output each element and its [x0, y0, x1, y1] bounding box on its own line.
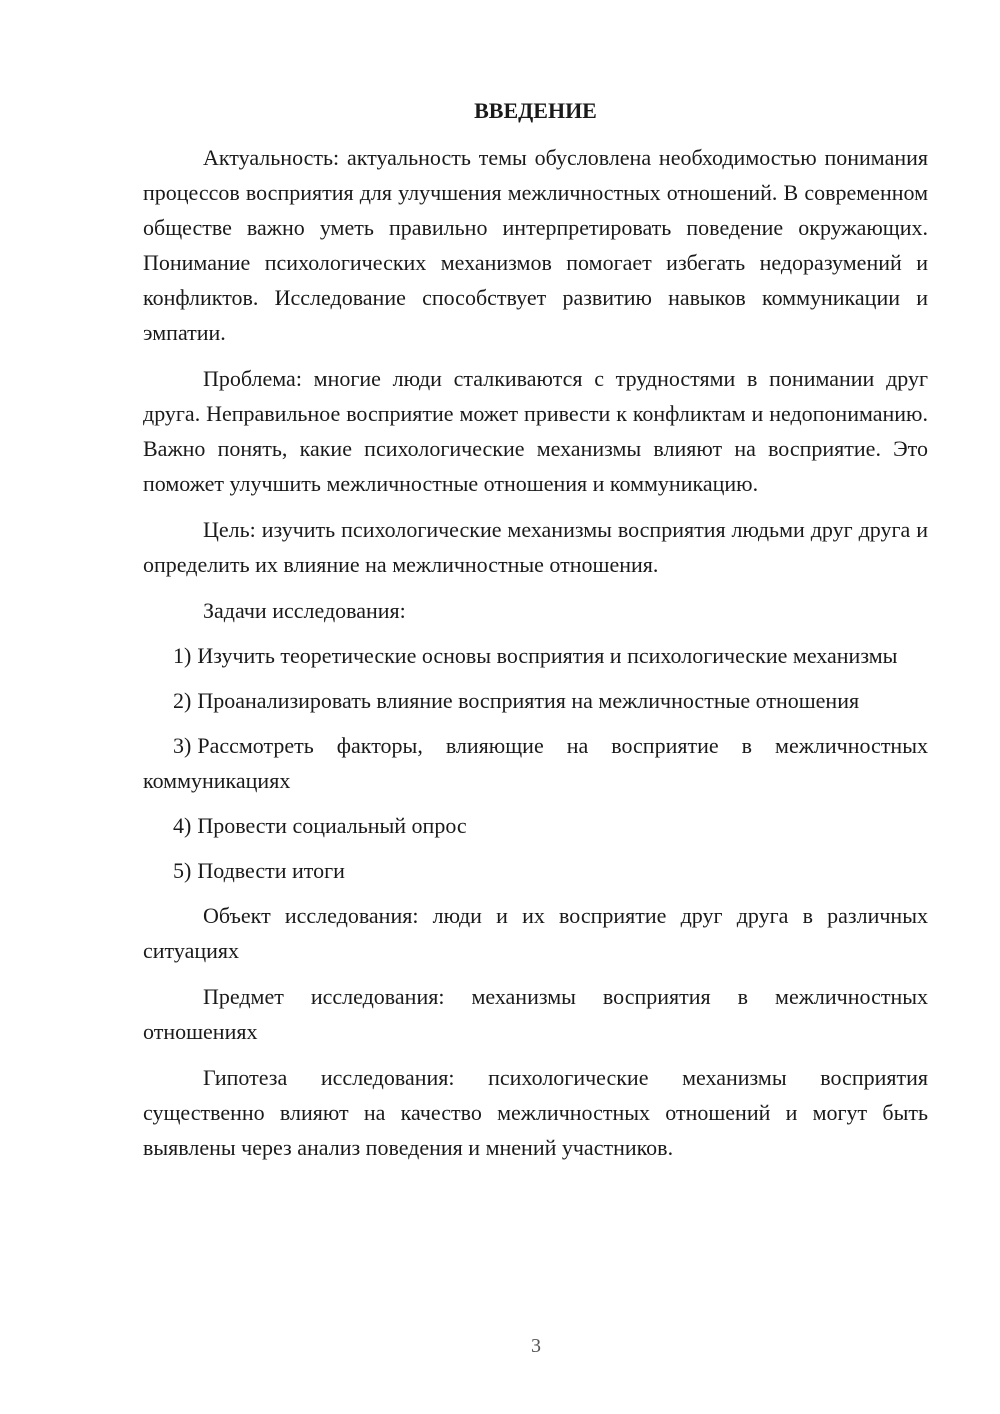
- hypothesis-paragraph: Гипотеза исследования: психологические механизмы восприятия существенно влияют на качество межличностных отношений и могут быть выявлены через анализ поведения и мнений участников.: [143, 1065, 928, 1160]
- list-item: [143, 728, 928, 798]
- list-item-number: 5): [173, 858, 192, 883]
- list-item: [143, 808, 928, 843]
- list-item-text: Подвести итоги: [197, 858, 345, 883]
- list-item: [143, 638, 928, 673]
- list-item-number: 3): [173, 733, 192, 758]
- goal-paragraph: Цель: изучить психологические механизмы восприятия людьми друг друга и определить их влияние на межличностные отношения.: [143, 517, 928, 577]
- problem-paragraph: Проблема: многие люди сталкиваются с трудностями в понимании друг друга. Неправильное восприятие может привести к конфликтам и недопониманию. Важно понять, какие психологические механизмы влияют на восприятие. Это поможет улучшить межличностные отношения и коммуникацию.: [143, 366, 928, 496]
- tasks-heading: Задачи исследования:: [203, 598, 406, 623]
- object-paragraph: Объект исследования: люди и их восприятие друг друга в различных ситуациях: [143, 903, 928, 963]
- list-item-text: Провести социальный опрос: [197, 813, 467, 838]
- subject-paragraph: Предмет исследования: механизмы восприятия в межличностных отношениях: [143, 984, 928, 1044]
- relevance-paragraph: Актуальность: актуальность темы обусловлена необходимостью понимания процессов восприятия для улучшения межличностных отношений. В современном обществе важно уметь правильно интерпретировать поведение окружающих. Понимание психологических механизмов помогает избегать недоразумений и конфликтов. Исследование способствует развитию навыков коммуникации и эмпатии.: [143, 145, 928, 345]
- list-item-text: Изучить теоретические основы восприятия и психологические механизмы: [197, 643, 898, 668]
- list-item-number: 4): [173, 813, 192, 838]
- list-item-text: Проанализировать влияние восприятия на межличностные отношения: [197, 688, 860, 713]
- list-item: [143, 683, 928, 718]
- tasks-list: [143, 638, 928, 888]
- section-heading: ВВЕДЕНИЕ: [474, 98, 597, 123]
- list-item-number: 2): [173, 688, 192, 713]
- list-item: [143, 853, 928, 888]
- list-item-number: 1): [173, 643, 192, 668]
- list-item-text: Рассмотреть факторы, влияющие на восприятие в межличностных коммуникациях: [143, 733, 928, 793]
- page-number: 3: [531, 1335, 541, 1357]
- page-content: [143, 96, 928, 1176]
